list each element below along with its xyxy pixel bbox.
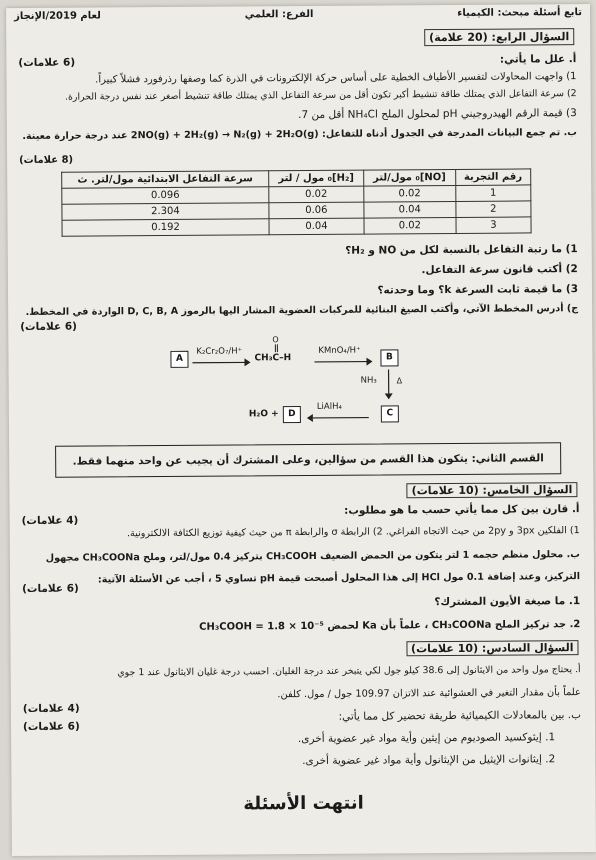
table-row xyxy=(62,217,531,236)
box-a: A xyxy=(170,351,188,368)
q4-a-marks: (6 علامات) xyxy=(18,56,75,71)
exam-page xyxy=(6,4,596,856)
q5-b-line1: ب. محلول منظم حجمه 1 لتر يتكون من الحمض الضعيف CH₃COOH بتركيز 0.4 مول/لتر، وملح CH₃COONa مجهول xyxy=(46,548,580,565)
box-c: C xyxy=(381,405,399,422)
heat-icon: Δ xyxy=(397,375,403,386)
table-cell: 0.192 xyxy=(62,219,269,236)
q5-b-line2: التركيز، وعند إضافة 0.1 مول HCl إلى هذا المحلول أصبحت قيمة pH تساوي 5 ، أجب عن الأسئلة الآتية: xyxy=(98,570,580,587)
box-d: D xyxy=(283,406,301,423)
q4-b3: 3) ما قيمة ثابت السرعة k؟ وما وحدته؟ xyxy=(377,282,578,298)
q6-a-line2: علماً بأن مقدار التغير في العشوائية عند الاتزان 109.97 جول / مول. كلفن. xyxy=(277,686,580,702)
q6-title-text: السؤال السادس: (10 علامات) xyxy=(406,640,579,656)
table-cell: 2.304 xyxy=(62,203,269,220)
q6-b2: 2. إيثانوات الإيثيل من الإيثانول وأية مواد غير عضوية أخرى. xyxy=(302,752,555,768)
q4-b-marks: (8 علامات) xyxy=(19,154,73,168)
water-product: H₂O + xyxy=(249,408,279,421)
arrow-icon xyxy=(192,358,250,366)
table-header: سرعة التفاعل الابتدائية مول/لتر. ث xyxy=(62,171,269,188)
left-arrow-icon xyxy=(307,414,369,422)
header-year: لعام 2019/الإنجاز xyxy=(14,9,101,26)
q6-b1: 1. إيثوكسيد الصوديوم من إيثين وأية مواد غير عضوية أخرى. xyxy=(298,730,555,746)
arrow-icon xyxy=(314,358,372,366)
q6-a-marks: (4 علامات) xyxy=(23,702,80,717)
q5-b1: 1. ما صيغة الأيون المشترك؟ xyxy=(434,594,580,610)
q6-b-intro: ب. بين بالمعادلات الكيميائية طريقة تحضير كل مما يأتي: xyxy=(338,708,581,724)
down-arrow-icon xyxy=(385,369,393,399)
table-cell: 3 xyxy=(456,217,531,234)
table-cell: 0.04 xyxy=(269,218,364,235)
q6-title xyxy=(406,640,579,656)
header-branch: الفرع: العلمي xyxy=(245,8,314,24)
table-cell: 1 xyxy=(455,185,530,202)
q4-b1: 1) ما رتبة التفاعل بالنسبة لكل من NO و H₂؟ xyxy=(345,242,578,258)
q5-a-marks: (4 علامات) xyxy=(22,514,79,529)
q6-b-marks: (6 علامات) xyxy=(23,720,80,735)
table-cell: 2 xyxy=(456,201,531,218)
table-cell: 0.096 xyxy=(62,187,269,204)
box-b: B xyxy=(380,349,398,366)
q4-b-intro: ب. تم جمع البيانات المدرجة في الجدول أدناه للتفاعل: 2NO(g) + 2H₂(g) → N₂(g) + 2H₂O(g) عند درجة حرارة معينة. xyxy=(22,126,577,143)
q4-a-intro: أ. علل ما يأتي: xyxy=(500,52,577,67)
table-cell: 0.02 xyxy=(269,186,364,203)
q6-a-line1: أ. يحتاج مول واحد من الايثانول إلى 38.6 كيلو جول لكي يتبخر عند درجة الغليان. احسب درجة غليان الايثانول عند 1 جوي xyxy=(117,664,580,680)
q4-c-intro: ج) أدرس المخطط الآتي، وأكتب الصيغ البنائية للمركبات العضوية المشار اليها بالرموز D, C, B, A الواردة في المخطط. xyxy=(26,302,579,319)
reagent-dichromate: K₂Cr₂O₇/H⁺ xyxy=(196,346,242,358)
q5-a1: 1) الفلكين 3px و 2py من حيث الاتجاه الفراغي. 2) الرابطة σ والرابطة π من حيث كيفية توزيع الكثافة الالكترونية. xyxy=(127,524,580,540)
q5-b2: 2. جد تركيز الملح CH₃COONa ، علماً بأن Ka لحمض CH₃COOH = 1.8 × 10⁻⁵ xyxy=(199,618,580,634)
table-cell: 0.02 xyxy=(364,185,456,202)
double-bond-icon xyxy=(274,344,278,352)
table-cell: 0.06 xyxy=(269,202,364,219)
table-header: رقم التجربة xyxy=(455,169,530,186)
table-cell: 0.02 xyxy=(364,217,456,234)
reaction-scheme xyxy=(148,345,439,435)
q5-b-marks: (6 علامات) xyxy=(22,582,79,597)
q5-title-text: السؤال الخامس: (10 علامات) xyxy=(407,482,578,498)
q4-a3: 3) قيمة الرقم الهيدروجيني pH لمحلول الملح NH₄Cl أقل من 7. xyxy=(298,106,577,122)
q4-b2: 2) أكتب قانون سرعة التفاعل. xyxy=(421,262,578,278)
table-header: [H₂]₀ مول / لتر xyxy=(269,170,364,187)
table-cell: 0.04 xyxy=(364,201,456,218)
reagent-lialh4: LiAlH₄ xyxy=(317,402,342,414)
header-subject: تابع أسئلة مبحث: الكيمياء xyxy=(457,6,582,23)
q4-a1: 1) واجهت المحاولات لتفسير الأطياف الخطية على أساس حركة الإلكترونات في الذرة كما وصفها رذرفورد فشلاً كبيراً. xyxy=(95,70,576,87)
ethanal-formula: CH₃C–H xyxy=(254,352,291,365)
reagent-permanganate: KMnO₄/H⁺ xyxy=(318,346,360,358)
table-header: [NO]₀ مول/لتر xyxy=(364,169,456,186)
end-of-questions: انتهت الأسئلة xyxy=(12,790,596,819)
q4-title: السؤال الرابع: (20 علامة) xyxy=(424,28,574,46)
reagent-ammonia: NH₃ xyxy=(361,375,377,387)
section-two-notice: القسم الثاني: يتكون هذا القسم من سؤالين، وعلى المشترك أن يجيب عن واحد منهما فقط. xyxy=(55,442,561,478)
carbonyl-oxygen: O xyxy=(272,334,278,345)
page-header xyxy=(14,6,582,26)
q4-c-marks: (6 علامات) xyxy=(20,320,77,335)
q5-a-intro: أ. قارن بين كل مما يأتي حسب ما هو مطلوب: xyxy=(344,502,580,518)
q5-title xyxy=(407,482,578,498)
rate-data-table xyxy=(61,168,531,236)
q4-a2: 2) سرعة التفاعل الذي يمتلك طاقة تنشيط أكبر تكون أقل من سرعة التفاعل الذي يمتلك طاقة تنشيط أصغر عند نفس درجة الحرارة. xyxy=(65,88,577,105)
